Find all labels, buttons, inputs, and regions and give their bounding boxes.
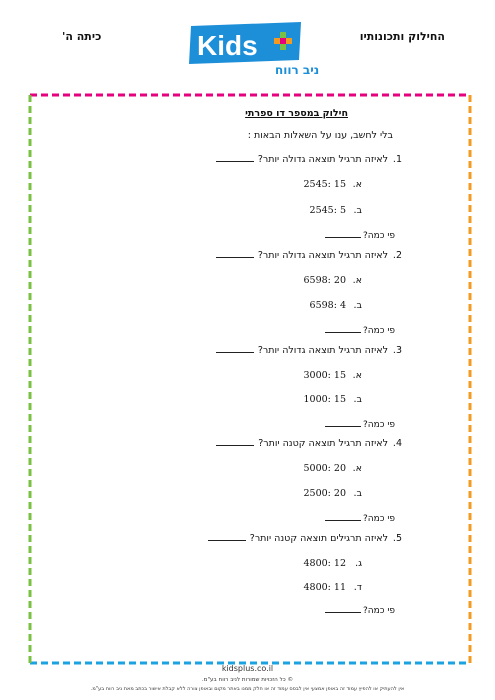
option-exercise: 6598: 4	[309, 300, 346, 311]
option-exercise: 5000: 20	[303, 463, 346, 474]
how-many-blank[interactable]	[325, 512, 361, 521]
question-2	[216, 249, 402, 261]
question-number: 4.	[392, 438, 402, 449]
question-number: 2.	[392, 250, 402, 261]
question-5	[208, 532, 402, 544]
worksheet-title: חילוק במספר דו ספרתי	[245, 108, 348, 119]
question-number: 5.	[392, 533, 402, 544]
option-exercise: 3000: 15	[303, 370, 346, 381]
instructions-text: בלי לחשב, ענו על השאלות הבאות :	[247, 130, 393, 141]
footer-url[interactable]: kidsplus.co.il	[221, 664, 274, 673]
how-many-blank[interactable]	[325, 229, 361, 238]
option-letter: ב.	[353, 394, 362, 405]
option-1b	[310, 205, 362, 216]
option-exercise: 4800: 11	[303, 582, 346, 593]
question-text: לאיזה תרגיל תוצאה קטנה יותר?	[258, 438, 388, 449]
how-many-4	[325, 512, 395, 524]
question-text: לאיזה תרגילים תוצאה קטנה יותר?	[249, 533, 388, 544]
question-text: לאיזה תרגיל תוצאה גדולה יותר?	[257, 154, 388, 165]
how-many-blank[interactable]	[325, 418, 361, 427]
option-letter: ב.	[353, 488, 362, 499]
option-exercise: 2500: 20	[303, 488, 346, 499]
question-text: לאיזה תרגיל תוצאה גדולה יותר?	[257, 250, 388, 261]
question-number: 3.	[392, 345, 402, 356]
option-1a	[304, 179, 363, 190]
answer-blank[interactable]	[208, 532, 246, 541]
how-many-label: פי כמה?	[362, 326, 395, 336]
answer-blank[interactable]	[216, 249, 254, 258]
option-letter: א.	[352, 370, 362, 381]
option-exercise: 2545: 15	[303, 179, 346, 190]
answer-blank[interactable]	[216, 153, 254, 162]
how-many-blank[interactable]	[325, 324, 361, 333]
subject-title: החילוק ותכונותיו	[359, 30, 445, 43]
option-4b	[304, 488, 363, 499]
option-2b	[310, 300, 362, 311]
option-letter: א.	[352, 463, 362, 474]
option-letter: ב.	[353, 300, 362, 311]
grade-label: כיתה ה'	[62, 30, 102, 43]
option-exercise: 4800: 12	[303, 558, 346, 569]
how-many-2	[325, 324, 395, 336]
option-letter: ג.	[355, 558, 362, 569]
how-many-blank[interactable]	[325, 604, 361, 613]
option-3a	[304, 370, 363, 381]
how-many-label: פי כמה?	[362, 514, 395, 524]
option-letter: ב.	[353, 205, 362, 216]
question-4	[216, 437, 402, 449]
option-exercise: 1000: 15	[303, 394, 346, 405]
question-text: לאיזה תרגיל תוצאה גדולה יותר?	[257, 345, 388, 356]
logo-text: Kids	[197, 30, 258, 61]
option-2a	[304, 275, 363, 286]
question-number: 1.	[392, 154, 402, 165]
option-5d	[304, 582, 363, 593]
option-exercise: 2545: 5	[309, 205, 346, 216]
footer-copyright: © כל הזכויות שמורות לניב רווח בע"מ.	[201, 677, 294, 683]
how-many-label: פי כמה?	[362, 606, 395, 616]
answer-blank[interactable]	[216, 437, 254, 446]
how-many-1	[325, 229, 395, 241]
option-5c	[304, 558, 363, 569]
question-3	[216, 344, 402, 356]
question-1	[216, 153, 402, 165]
answer-blank[interactable]	[216, 344, 254, 353]
option-exercise: 6598: 20	[303, 275, 346, 286]
option-3b	[304, 394, 363, 405]
how-many-label: פי כמה?	[362, 231, 395, 241]
option-letter: א.	[352, 179, 362, 190]
logo-subtitle: ניב רווח	[275, 63, 320, 77]
how-many-5	[325, 604, 395, 616]
how-many-label: פי כמה?	[362, 420, 395, 430]
footer-legal-notice: אין להעתיק או להפיץ עמוד זה באופן אמצעי אין לבסס עמוד זה או חלק ממנו באתר מקום ובאופן צורה ללא קבלת אישור בכתב מאת ניב רווח בע"מ.	[90, 686, 405, 692]
option-4a	[304, 463, 363, 474]
option-letter: ד.	[353, 582, 362, 593]
option-letter: א.	[352, 275, 362, 286]
how-many-3	[325, 418, 395, 430]
